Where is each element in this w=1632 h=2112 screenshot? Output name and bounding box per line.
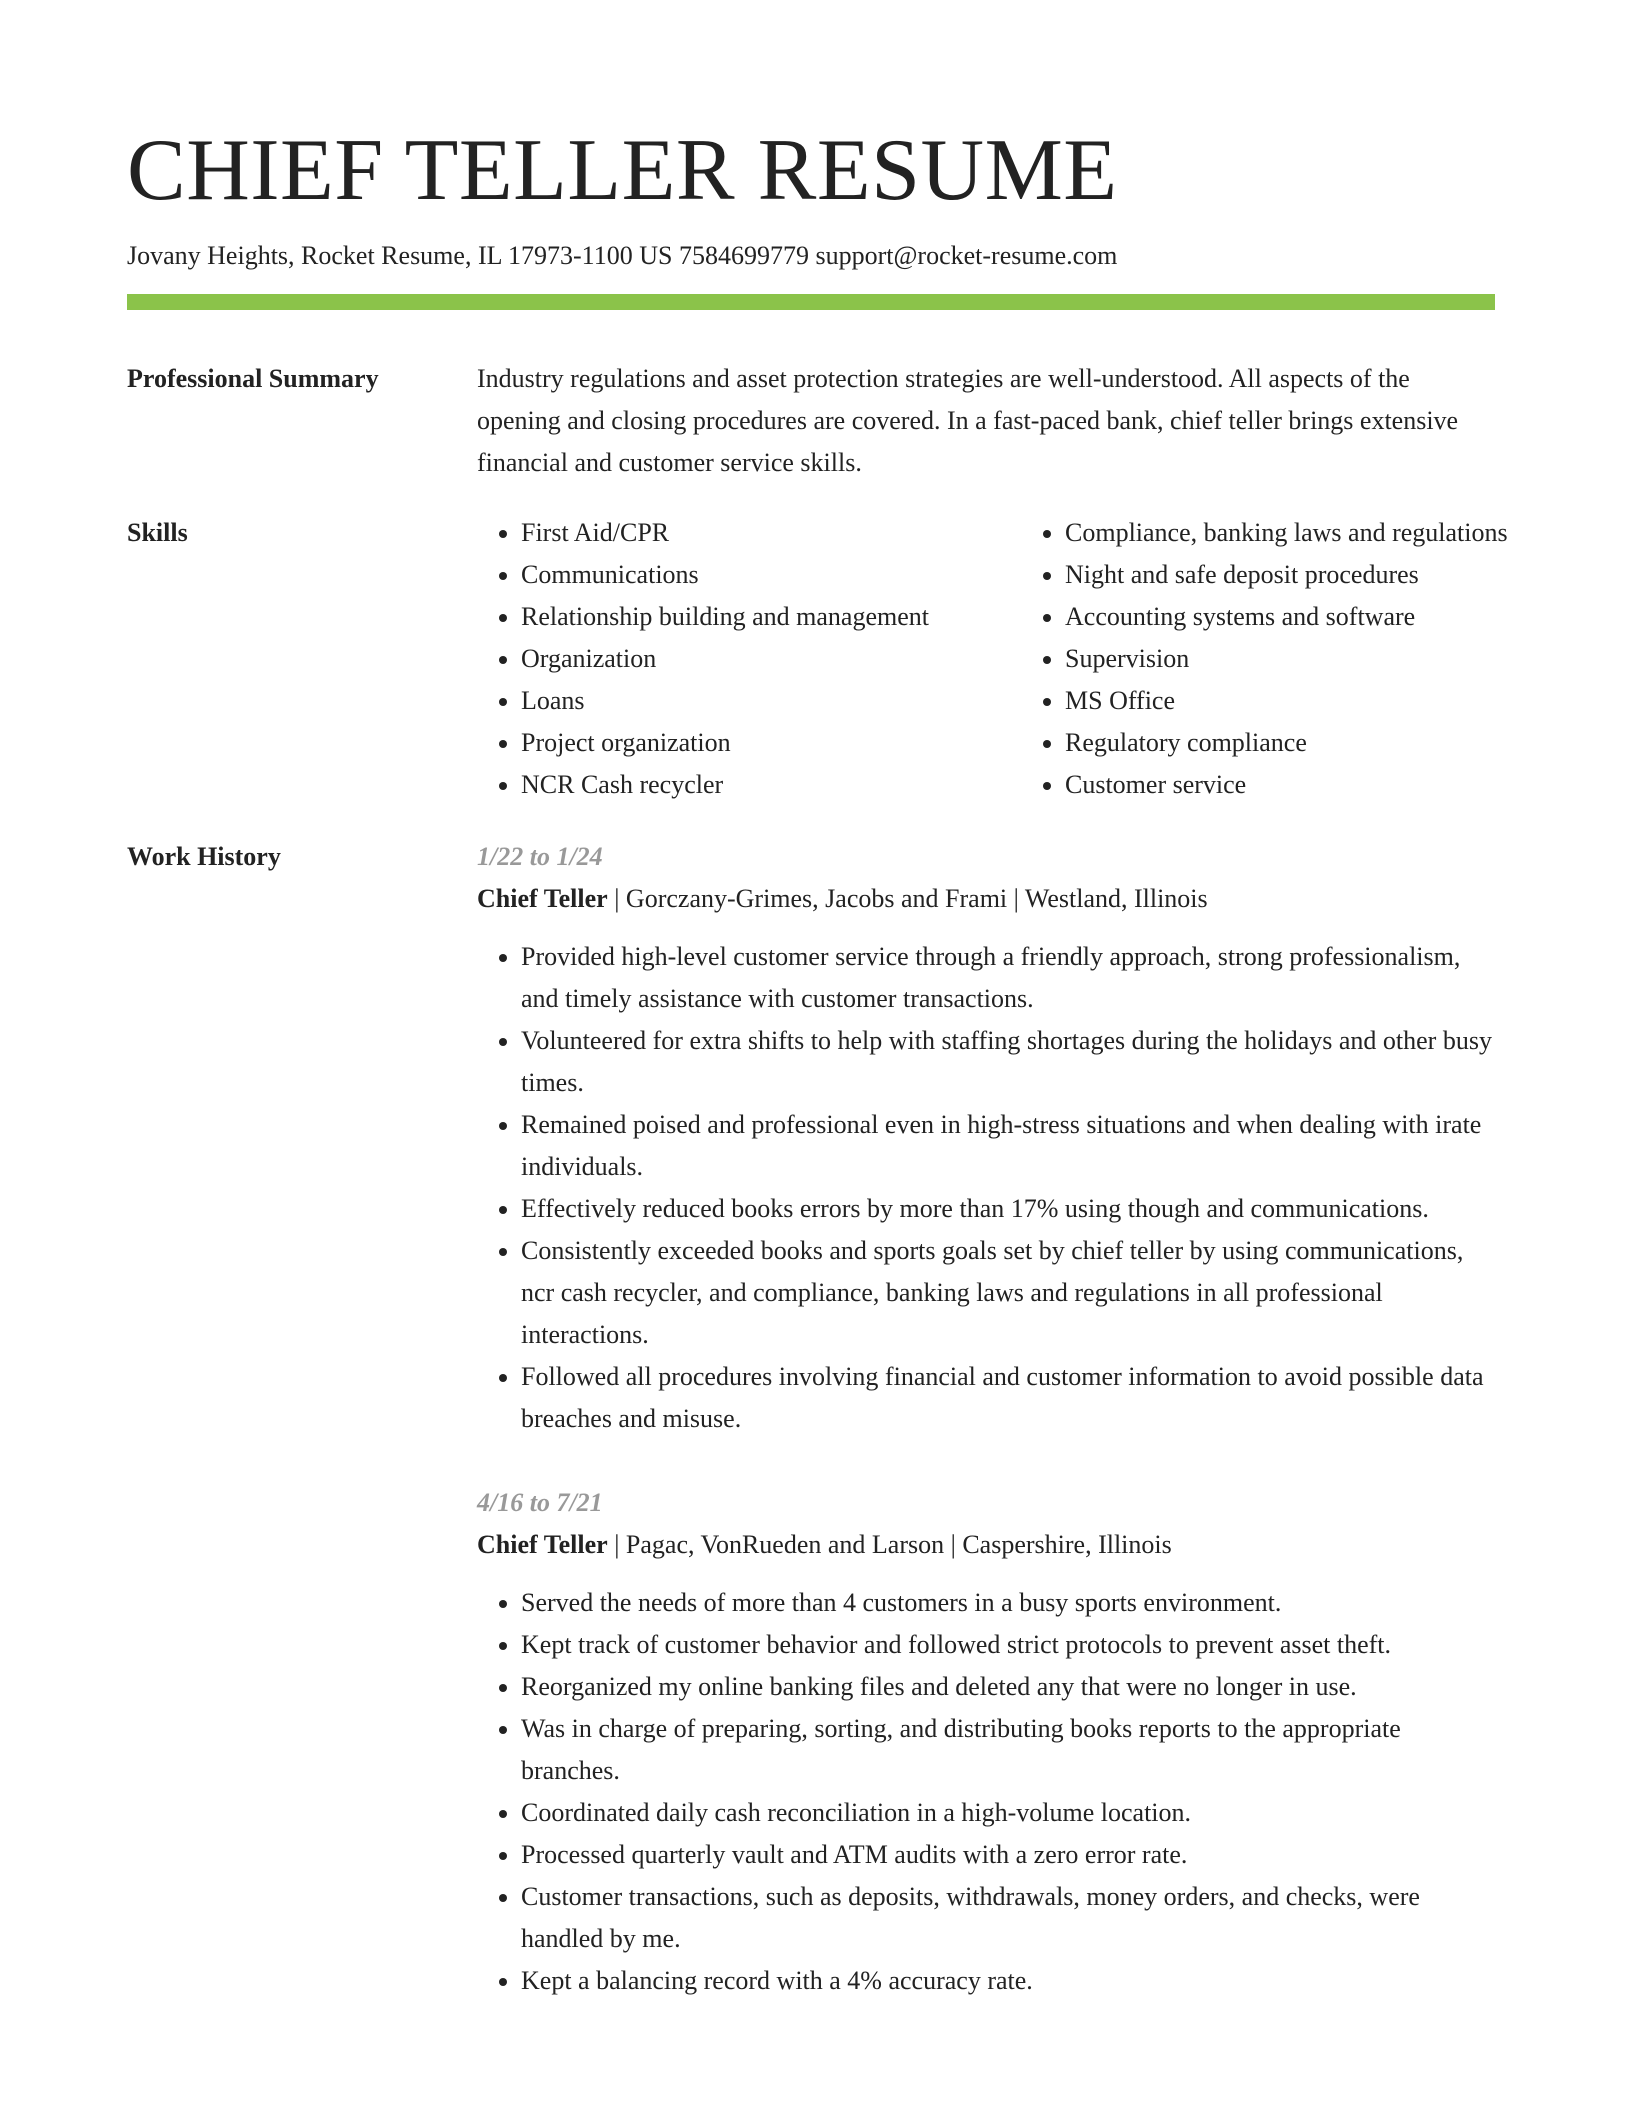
skills-section <box>127 512 1508 806</box>
skill-item: • First Aid/CPR <box>521 512 1021 554</box>
job-title: Chief Teller <box>477 1530 608 1559</box>
section-label-summary: Professional Summary <box>127 364 379 393</box>
job-details: | Gorczany-Grimes, Jacobs and Frami | Westland, Illinois <box>607 884 1208 913</box>
job-heading <box>477 1524 1495 1566</box>
summary-text: Industry regulations and asset protection strategies are well-understood. All aspects of the opening and closing procedures are covered. In a fast-paced bank, chief teller brings extensive financial and customer service skills. <box>477 364 1459 477</box>
job-bullet: • Served the needs of more than 4 customers in a busy sports environment. <box>521 1582 1495 1624</box>
job-bullet: • Reorganized my online banking files and deleted any that were no longer in use. <box>521 1666 1495 1708</box>
job-bullet: • Was in charge of preparing, sorting, and distributing books reports to the appropriate branches. <box>521 1708 1495 1792</box>
skill-item: • Accounting systems and software <box>1065 596 1565 638</box>
skills-column-1 <box>477 512 1021 806</box>
job-bullet: • Kept track of customer behavior and followed strict protocols to prevent asset theft. <box>521 1624 1495 1666</box>
contact-line <box>127 238 1495 274</box>
job-entry <box>477 836 1495 1440</box>
skill-item: • Relationship building and management <box>521 596 1021 638</box>
job-dates: 4/16 to 7/21 <box>477 1488 603 1517</box>
contact-phone: 7584699779 <box>678 241 809 270</box>
skill-item: • Customer service <box>1065 764 1565 806</box>
job-bullet: • Remained poised and professional even in high-stress situations and when dealing with irate individuals. <box>521 1104 1495 1188</box>
work-history-section <box>127 836 1495 2002</box>
job-bullet: • Coordinated daily cash reconciliation in a high-volume location. <box>521 1792 1495 1834</box>
skill-item: • Communications <box>521 554 1021 596</box>
work-history-body <box>477 836 1495 2002</box>
job-bullet: • Provided high-level customer service through a friendly approach, strong professionalism, and timely assistance with customer transactions. <box>521 936 1495 1020</box>
skill-item: • Compliance, banking laws and regulations <box>1065 512 1565 554</box>
contact-address: Jovany Heights, Rocket Resume, IL 17973-1100 US <box>127 241 673 270</box>
skill-item: • Loans <box>521 680 1021 722</box>
job-bullet: • Consistently exceeded books and sports goals set by chief teller by using communications, ncr cash recycler, and compliance, banking laws and regulations in all professional interactions. <box>521 1230 1495 1356</box>
job-bullet: • Kept a balancing record with a 4% accuracy rate. <box>521 1960 1495 2002</box>
job-title: Chief Teller <box>477 884 608 913</box>
skill-item: • Project organization <box>521 722 1021 764</box>
job-bullet: • Processed quarterly vault and ATM audits with a zero error rate. <box>521 1834 1495 1876</box>
job-bullet: • Followed all procedures involving financial and customer information to avoid possible data breaches and misuse. <box>521 1356 1495 1440</box>
job-heading <box>477 878 1495 920</box>
job-bullet: • Effectively reduced books errors by more than 17% using though and communications. <box>521 1188 1495 1230</box>
contact-email: support@rocket-resume.com <box>815 241 1118 270</box>
skill-item: • Supervision <box>1065 638 1565 680</box>
job-dates: 1/22 to 1/24 <box>477 842 603 871</box>
job-bullet: • Volunteered for extra shifts to help with staffing shortages during the holidays and other busy times. <box>521 1020 1495 1104</box>
skill-item: • MS Office <box>1065 680 1565 722</box>
job-details: | Pagac, VonRueden and Larson | Caspershire, Illinois <box>607 1530 1172 1559</box>
skill-item: • Regulatory compliance <box>1065 722 1565 764</box>
job-bullets <box>477 936 1495 1440</box>
resume-page <box>127 0 1508 2002</box>
job-bullet: • Customer transactions, such as deposits, withdrawals, money orders, and checks, were handled by me. <box>521 1876 1495 1960</box>
skill-item: • NCR Cash recycler <box>521 764 1021 806</box>
section-label-work-history: Work History <box>127 842 281 871</box>
skill-item: • Night and safe deposit procedures <box>1065 554 1565 596</box>
job-bullets <box>477 1582 1495 2002</box>
job-entry <box>477 1482 1495 2002</box>
header-divider <box>127 294 1495 310</box>
page-title: CHIEF TELLER RESUME <box>127 122 1118 219</box>
skill-item: • Organization <box>521 638 1021 680</box>
skills-column-2 <box>1021 512 1565 806</box>
skills-columns <box>477 512 1565 806</box>
section-label-skills: Skills <box>127 518 188 547</box>
summary-section <box>127 358 1495 484</box>
